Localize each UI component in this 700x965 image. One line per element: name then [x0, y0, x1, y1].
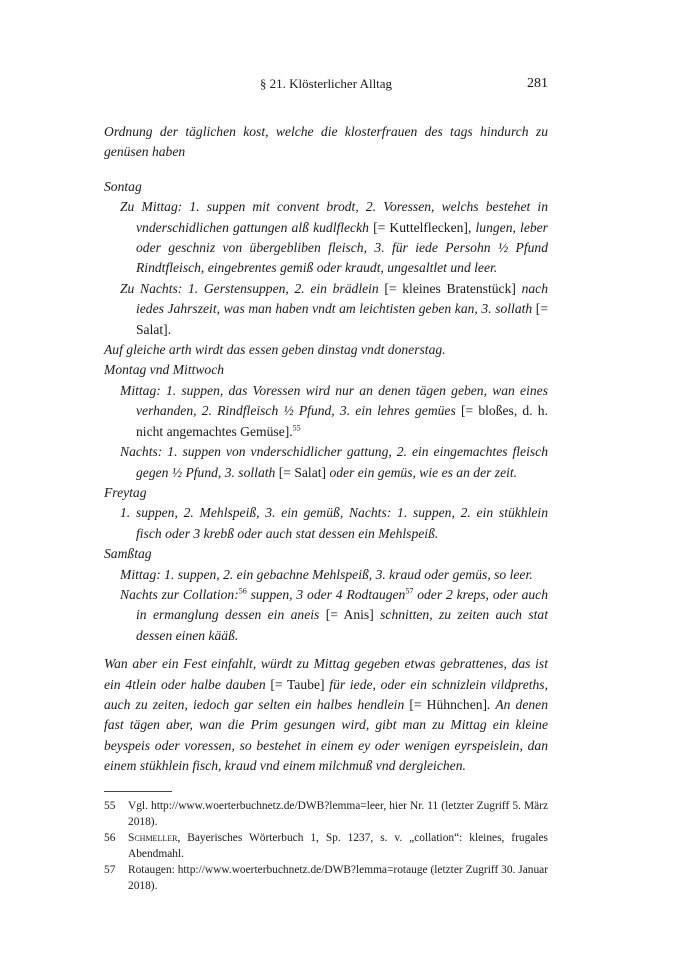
- sontag-nachts: [104, 279, 548, 340]
- running-header: [104, 76, 548, 98]
- text-run: oder ein gemüs, wie es an der zeit.: [326, 464, 518, 480]
- footnote-text: Vgl. http://www.woerterbuchnetz.de/DWB?lemma=leer, hier Nr. 11 (letzter Zugriff 5. März 2018).: [128, 799, 548, 828]
- text-run: suppen, 3 oder 4 Rodtaugen: [246, 586, 406, 602]
- text-run: Mittag: 1. suppen, das Voressen wird nur an denen tägen geben, wan eines verhanden, 2. Rindfleisch ½ Pfund, 3. ein lehres gemües: [120, 382, 548, 419]
- text-run: , lungen, leber oder geschniz von übergebliben fleisch, 3. für iede Persohn ½ Pfund Rindtfleisch, eingebrentes gemiß oder kraudt, ungesaltlet und leer.: [136, 219, 548, 276]
- intro-paragraph: Ordnung der täglichen kost, welche die klosterfrauen des tags hindurch zu genüsen haben: [104, 124, 548, 160]
- footnote-ref-57[interactable]: 57: [405, 586, 414, 596]
- montag-nachts: [104, 442, 548, 483]
- text-run: [= Salat].: [136, 301, 548, 337]
- text-run: oder 2 kreps, oder auch in ermanglung dessen ein aneis: [136, 586, 549, 623]
- text-run: schnitten, zu zeiten auch stat dessen einen kääß.: [136, 607, 548, 643]
- text-run: [= Taube]: [270, 676, 325, 692]
- text-run: Zu Mittag: 1. suppen mit convent brodt, 2. Voressen, welchs bestehet in vnderschidlichen gattungen alß kudlfleckh: [120, 199, 548, 235]
- heading-sontag: Sontag: [104, 178, 142, 194]
- author-name: Schmeller: [128, 831, 178, 844]
- montag-mittag: [104, 381, 548, 442]
- text-run: [= Salat]: [278, 464, 327, 480]
- text-run: [= kleines Bratenstück]: [384, 280, 516, 296]
- fest-paragraph: [104, 654, 548, 776]
- text-run: [= Hühnchen]: [409, 696, 488, 712]
- footnote-55: [104, 798, 548, 830]
- footnote-ref-55[interactable]: 55: [292, 423, 301, 433]
- footnote-divider: [104, 791, 172, 792]
- footnote-body: , Bayerisches Wörterbuch 1, Sp. 1237, s. v. „collation“: kleines, frugales Abendmahl.: [128, 831, 548, 860]
- samstag-nachts: [104, 585, 548, 646]
- text-run: für iede, oder ein schnizlein vildpreths, auch zu zeiten, iedoch gar selten ein halbes hendlein: [104, 676, 548, 712]
- text-run: Nachts zur Collation:: [120, 586, 239, 602]
- footnote-number: 57: [104, 863, 116, 876]
- heading-montag: Montag vnd Mittwoch: [104, 362, 225, 378]
- footnote-number: 56: [104, 831, 116, 844]
- gleiche-line: Auf gleiche arth wirdt das essen geben dinstag vndt donerstag.: [104, 342, 446, 358]
- text-run: Wan aber ein Fest einfahlt, würdt zu Mittag gegeben etwas gebrattenes, das ist ein 4tlein oder halbe dauben: [104, 656, 548, 692]
- freytag-text: 1. suppen, 2. Mehlspeiß, 3. ein gemüß, Nachts: 1. suppen, 2. ein stükhlein fisch oder 3 krebß oder auch stat dessen ein Mehlspeiß.: [120, 505, 548, 541]
- page-number: 281: [527, 76, 548, 91]
- text-run: . An denen fast tägen aber, wan die Prim gesungen wird, gibt man zu Mittag ein kleine beyspeis oder voressen, so bestehet in einem ey oder wenigen eyrspeislein, dan einem stükhlein fisch, kraud vnd einem milchmuß vnd dergleichen.: [104, 696, 548, 774]
- heading-freytag: Freytag: [104, 484, 147, 500]
- chapter-title: § 21. Klösterlicher Alltag: [259, 76, 393, 91]
- footnote-56: [104, 830, 548, 862]
- sontag-mittag: [104, 197, 548, 279]
- footnotes: [104, 798, 548, 894]
- samstag-mittag: Mittag: 1. suppen, 2. ein gebachne Mehlspeiß, 3. kraud oder gemüs, so leer.: [120, 566, 533, 582]
- text-run: [= Kuttelflecken]: [373, 219, 468, 235]
- heading-samstag: Samßtag: [104, 546, 152, 562]
- text-run: [= bloßes, d. h. nicht angemachtes Gemüse].: [136, 403, 548, 439]
- text-run: Zu Nachts: 1. Gerstensuppen, 2. ein brädlein: [120, 280, 385, 296]
- footnote-ref-56[interactable]: 56: [238, 586, 247, 596]
- footnote-text: Rotaugen: http://www.woerterbuchnetz.de/DWB?lemma=rotauge (letzter Zugriff 30. Januar 2018).: [128, 863, 548, 892]
- text-run: nach iedes Jahrszeit, was man haben vndt am leichtisten geben kan, 3. sollath: [136, 280, 549, 317]
- page: [104, 76, 548, 894]
- footnote-57: [104, 862, 548, 894]
- footnote-number: 55: [104, 799, 116, 812]
- text-run: Nachts: 1. suppen von vnderschidlicher gattung, 2. ein eingemachtes fleisch gegen ½ Pfund, 3. sollath: [120, 444, 548, 480]
- text-run: [= Anis]: [325, 607, 374, 623]
- footnote-text: [128, 830, 548, 862]
